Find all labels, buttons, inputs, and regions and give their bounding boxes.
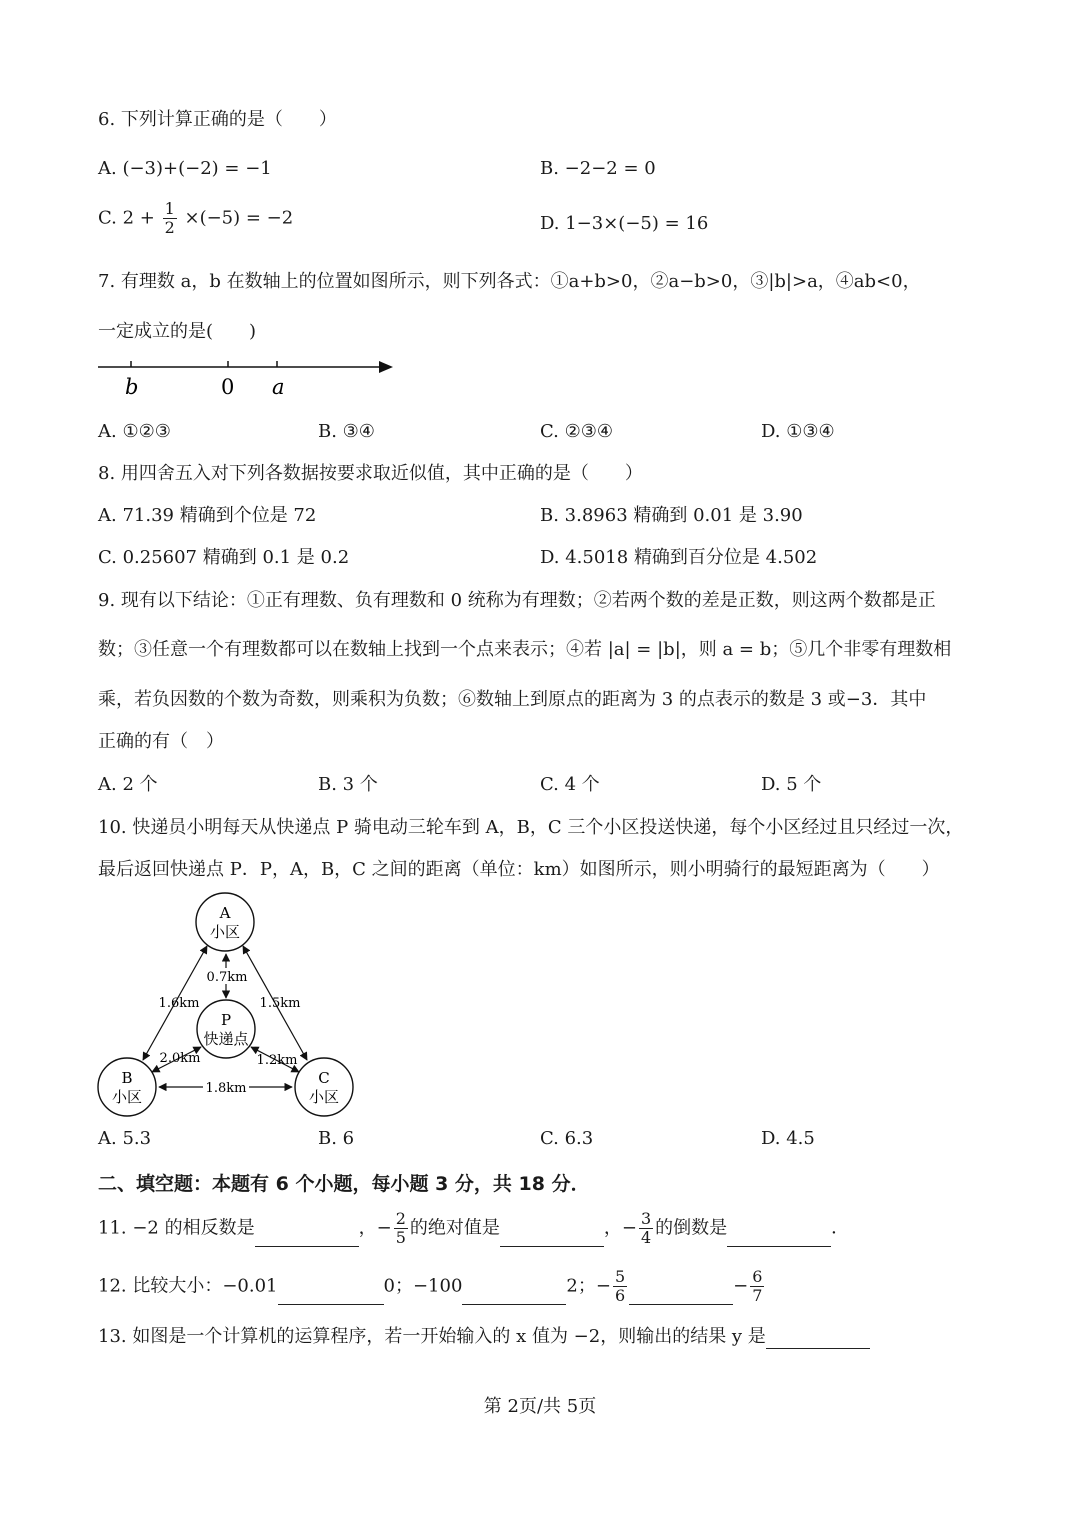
fraction-denominator: 7 — [752, 1286, 763, 1305]
q10-line2: 最后返回快递点 P．P，A，B，C 之间的距离（单位：km）如图所示，则小明骑行的最短距离为（ ） — [98, 859, 940, 880]
q11-fraction-2 — [639, 1210, 653, 1247]
fraction-numerator: 6 — [752, 1267, 763, 1286]
q6-option-c-fraction — [163, 200, 177, 237]
q6-stem: 6. 下列计算正确的是（ ） — [98, 109, 337, 130]
q11-blank-1[interactable] — [255, 1226, 359, 1247]
q12-blank-3[interactable] — [629, 1284, 733, 1305]
delivery-route-diagram — [95, 892, 365, 1122]
node-c-name: 小区 — [308, 1088, 340, 1106]
q6-option-c-label: C. 2 + — [98, 207, 155, 229]
distance-p-c: 1.2km — [256, 1053, 298, 1068]
q10-line1: 10. 快递员小明每天从快递点 P 骑电动三轮车到 A，B，C 三个小区投送快递，每个小区经过且只经过一次， — [98, 817, 964, 838]
q7-option-c: C. ②③④ — [540, 421, 613, 442]
q11-part2: ，− — [358, 1217, 392, 1239]
node-a-name: 小区 — [209, 923, 241, 941]
q6-option-b: B. −2−2 = 0 — [540, 158, 656, 179]
q10-option-d: D. 4.5 — [761, 1128, 815, 1149]
node-b-name: 小区 — [111, 1088, 143, 1106]
q9-option-a: A. 2 个 — [98, 774, 158, 795]
fraction-denominator: 5 — [395, 1228, 406, 1247]
number-line-figure — [95, 352, 405, 402]
node-p-circle — [197, 1000, 255, 1058]
fraction-numerator: 1 — [164, 199, 175, 218]
distance-a-p: 0.7km — [206, 970, 248, 985]
q12-part4: − — [733, 1275, 749, 1297]
q13 — [98, 1325, 870, 1349]
q7-option-b: B. ③④ — [318, 421, 375, 442]
distance-a-c: 1.5km — [259, 996, 301, 1011]
q10-option-b: B. 6 — [318, 1128, 355, 1149]
q11-fraction-1 — [394, 1210, 408, 1247]
q12-part1: 12. 比较大小：−0.01 — [98, 1275, 278, 1297]
q7-stem-line2: 一定成立的是( ) — [98, 321, 257, 342]
q9-option-c: C. 4 个 — [540, 774, 600, 795]
fraction-denominator: 4 — [640, 1228, 652, 1247]
fraction-denominator: 2 — [164, 218, 175, 237]
node-b-circle — [98, 1058, 156, 1116]
fraction-numerator: 5 — [614, 1267, 626, 1286]
q12-blank-1[interactable] — [278, 1284, 384, 1305]
q11-part1: 11. −2 的相反数是 — [98, 1217, 255, 1239]
q6-option-c-rest: ×(−5) = −2 — [184, 207, 294, 229]
node-a-letter: A — [219, 904, 231, 922]
node-c-letter: C — [318, 1069, 330, 1087]
q11-part6: ． — [831, 1217, 850, 1239]
q6-option-c — [98, 200, 293, 237]
section-heading-fill-in: 二、填空题：本题有 6 个小题，每小题 3 分，共 18 分． — [98, 1173, 590, 1195]
node-b-letter: B — [121, 1069, 133, 1087]
q10-option-c: C. 6.3 — [540, 1128, 594, 1149]
q11-blank-2[interactable] — [500, 1226, 604, 1247]
node-p-name: 快递点 — [203, 1030, 249, 1048]
q8-stem: 8. 用四舍五入对下列各数据按要求取近似值，其中正确的是（ ） — [98, 463, 643, 484]
q8-option-c: C. 0.25607 精确到 0.1 是 0.2 — [98, 547, 350, 568]
node-a-circle — [196, 893, 254, 951]
node-c-circle — [295, 1058, 353, 1116]
q8-option-b: B. 3.8963 精确到 0.01 是 3.90 — [540, 505, 803, 526]
q9-option-b: B. 3 个 — [318, 774, 378, 795]
node-p-letter: P — [220, 1011, 232, 1029]
q9-line4: 正确的有（ ） — [98, 731, 224, 752]
q12-fraction-1 — [613, 1268, 627, 1305]
q7-stem: 7. 有理数 a，b 在数轴上的位置如图所示，则下列各式：①a+b>0，②a−b>0，③|b|>a，④ab<0， — [98, 271, 921, 292]
q9-option-d: D. 5 个 — [761, 774, 822, 795]
q12-part3: 2；− — [566, 1275, 611, 1297]
q8-option-d: D. 4.5018 精确到百分位是 4.502 — [540, 547, 818, 568]
axis-label-zero: 0 — [221, 375, 235, 399]
q13-text: 13. 如图是一个计算机的运算程序，若一开始输入的 x 值为 −2，则输出的结果 y 是 — [98, 1326, 766, 1347]
axis-label-b: b — [125, 375, 139, 399]
q12-part2: 0；−100 — [383, 1275, 463, 1297]
q12-blank-2[interactable] — [462, 1284, 566, 1305]
q11-part3: 的绝对值是 — [409, 1217, 500, 1239]
q6-option-d: D. 1−3×(−5) = 16 — [540, 213, 709, 234]
page-footer: 第 2页/共 5页 — [483, 1396, 597, 1417]
q9-line1: 9. 现有以下结论：①正有理数、负有理数和 0 统称为有理数；②若两个数的差是正数，则这两个数都是正 — [98, 590, 936, 611]
q6-option-a: A. (−3)+(−2) = −1 — [98, 158, 272, 179]
q11-part4: ，− — [603, 1217, 637, 1239]
q12 — [98, 1268, 766, 1305]
number-line-arrow-icon — [379, 361, 393, 373]
q8-option-a: A. 71.39 精确到个位是 72 — [98, 505, 317, 526]
fraction-numerator: 3 — [640, 1209, 652, 1228]
distance-p-b: 2.0km — [159, 1051, 201, 1066]
fraction-numerator: 2 — [395, 1209, 406, 1228]
q11-part5: 的倒数是 — [655, 1217, 728, 1239]
distance-b-c: 1.8km — [205, 1081, 247, 1096]
q7-option-d: D. ①③④ — [761, 421, 835, 442]
q9-line3: 乘，若负因数的个数为奇数，则乘积为负数；⑥数轴上到原点的距离为 3 的点表示的数是 3 或−3．其中 — [98, 689, 927, 710]
q11-blank-3[interactable] — [727, 1226, 831, 1247]
q7-option-a: A. ①②③ — [98, 421, 171, 442]
q9-line2: 数；③任意一个有理数都可以在数轴上找到一个点来表示；④若 |a| = |b|，则 a = b；⑤几个非零有理数相 — [98, 639, 952, 660]
q12-fraction-2 — [750, 1268, 764, 1305]
fraction-denominator: 6 — [614, 1286, 626, 1305]
q10-option-a: A. 5.3 — [98, 1128, 152, 1149]
q13-blank[interactable] — [766, 1328, 870, 1349]
axis-label-a: a — [272, 375, 285, 399]
q11 — [98, 1210, 849, 1247]
distance-a-b: 1.6km — [158, 996, 200, 1011]
